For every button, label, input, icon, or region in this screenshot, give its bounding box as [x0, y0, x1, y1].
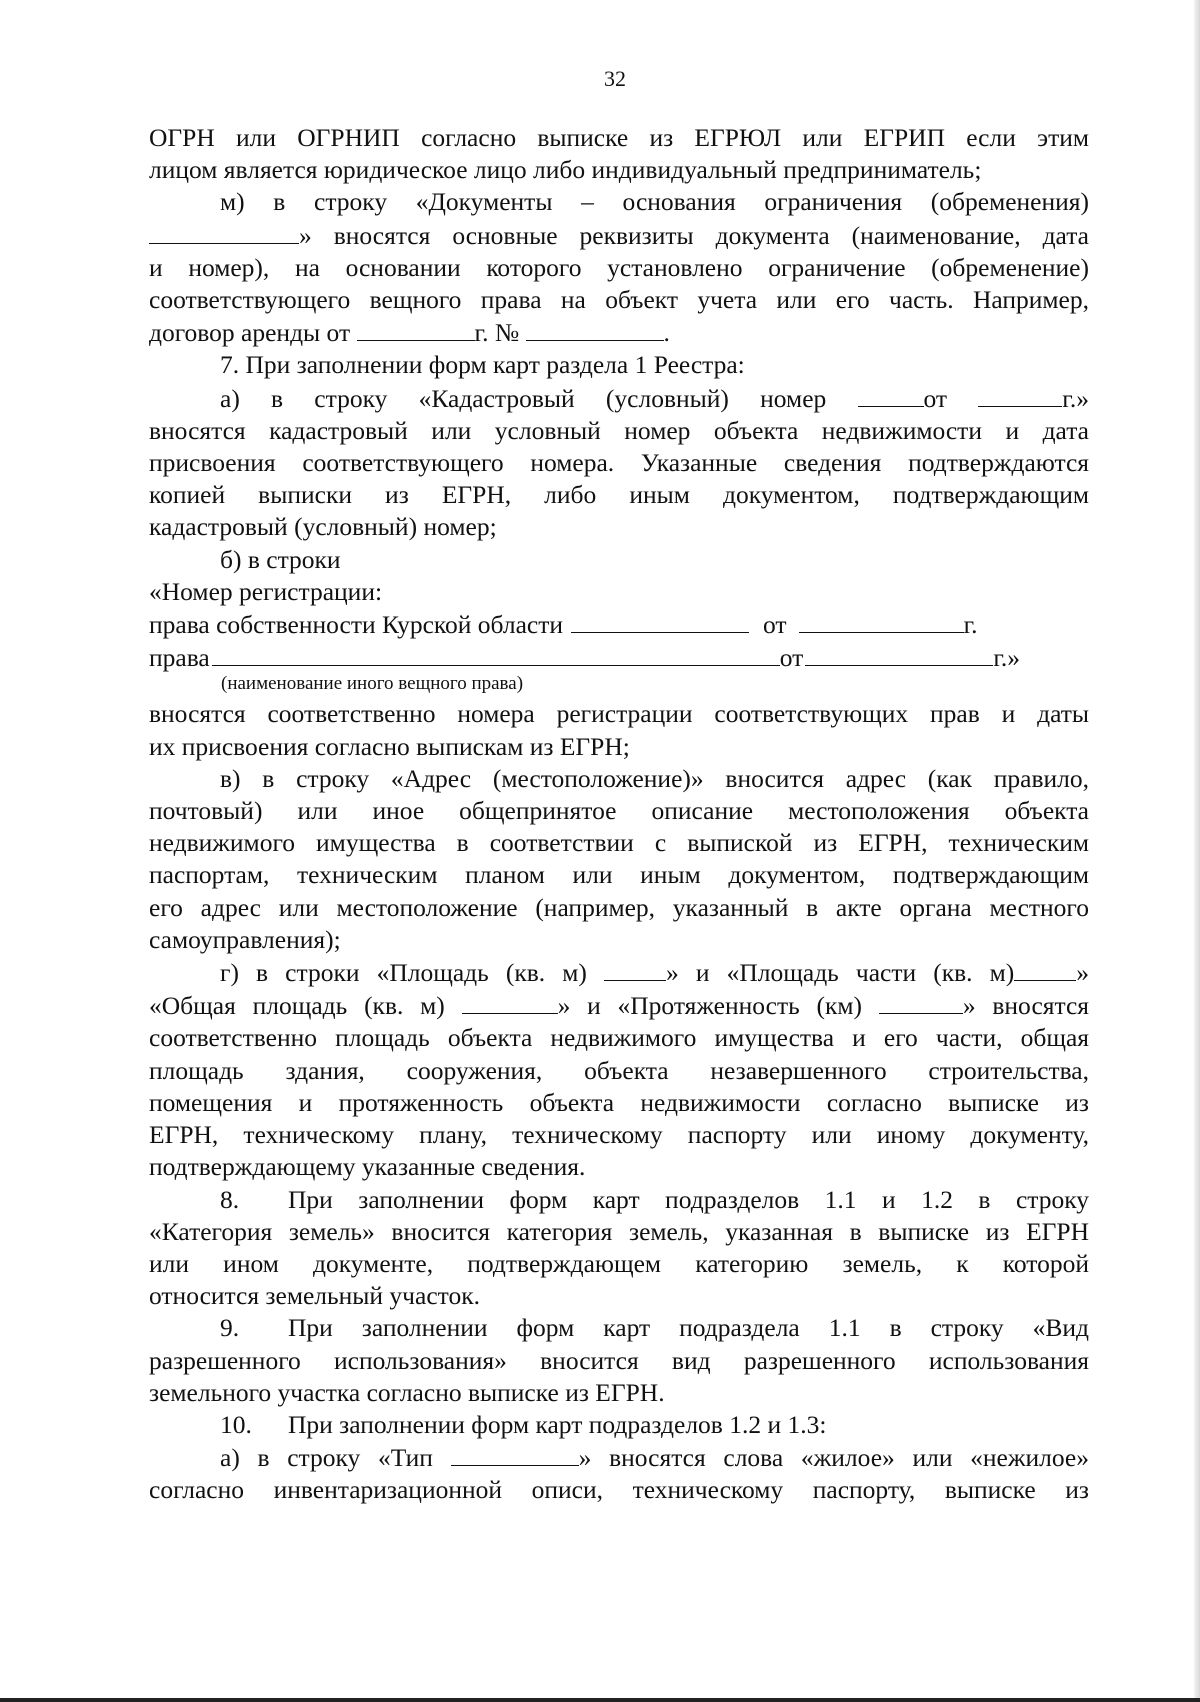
text-fragment: г.»: [1062, 383, 1090, 413]
text-fragment: » вносятся слова «жилое» или «нежилое»: [578, 1443, 1089, 1473]
text-fragment: от: [779, 643, 804, 673]
text-fragment: «Общая площадь (кв. м): [149, 991, 445, 1021]
blank-field: [357, 316, 475, 341]
text-line: «Категория земель» вносится категория земель, указанная в выписке из ЕГРН: [149, 1216, 1089, 1246]
text-fragment: При заполнении форм карт подразделов 1.1 и 1.2 в строку: [288, 1184, 1089, 1214]
text-line: [149, 316, 1089, 349]
text-line: [149, 1312, 1089, 1344]
text-line: вносятся соответственно номера регистрации соответствующих прав и даты: [149, 699, 1089, 729]
text-line: «Номер регистрации:: [149, 576, 383, 606]
text-fragment: .: [663, 318, 670, 348]
text-line: соответственно площадь объекта недвижимого имущества и его части, общая: [149, 1023, 1089, 1053]
text-fragment: а) в строку «Тип: [220, 1443, 433, 1473]
text-fragment: » и «Площадь части (кв. м): [666, 958, 1015, 988]
text-line: [149, 1184, 1089, 1216]
text-fragment: от: [763, 610, 787, 640]
text-line: кадастровый (условный) номер;: [149, 512, 497, 542]
registration-row-other-right: [149, 641, 1089, 674]
text-line: почтовый) или иное общепринятое описание местоположения объекта: [149, 796, 1089, 826]
blank-field: [462, 989, 558, 1014]
blank-field: [604, 956, 666, 981]
paragraph-number: 8.: [220, 1184, 240, 1214]
blank-field: [1014, 956, 1076, 981]
scan-edge-right: [1194, 0, 1200, 1702]
text-line: [149, 989, 1089, 1022]
text-fragment: договор аренды от: [149, 318, 351, 348]
text-fragment: » и «Протяженность (км): [557, 991, 863, 1021]
text-fragment: При заполнении форм карт подразделов 1.2 и 1.3:: [288, 1409, 827, 1439]
text-line: земельного участка согласно выписке из ЕГРН.: [149, 1377, 665, 1407]
text-line: ОГРН или ОГРНИП согласно выписке из ЕГРЮЛ или ЕГРИП если этим: [149, 123, 1089, 152]
text-line: копией выписки из ЕГРН, либо иным документом, подтверждающим: [149, 480, 1089, 510]
text-line: б) в строки: [220, 544, 341, 574]
text-line: [149, 1409, 1089, 1441]
text-line: лицом является юридическое лицо либо индивидуальный предприниматель;: [149, 155, 982, 185]
blank-field: [526, 316, 664, 341]
paragraph-number: 10.: [220, 1409, 252, 1439]
registration-row-ownership: [149, 608, 1089, 641]
text-line: его адрес или местоположение (например, указанный в акте органа местного: [149, 892, 1089, 922]
text-line: и номер), на основании которого установлено ограничение (обременение): [149, 252, 1089, 282]
text-line: разрешенного использования» вносится вид разрешенного использования: [149, 1345, 1089, 1375]
scan-edge-bottom: [0, 1698, 1200, 1702]
text-fragment: от: [923, 383, 948, 413]
text-fragment: г. №: [474, 318, 520, 348]
text-fragment: »: [1076, 958, 1090, 988]
text-fragment: » вносятся: [962, 991, 1089, 1021]
text-line: недвижимого имущества в соответствии с выпиской из ЕГРН, техническим: [149, 828, 1089, 858]
text-fragment: права: [149, 643, 210, 673]
text-line: согласно инвентаризационной описи, техническому паспорту, выписке из: [149, 1475, 1089, 1505]
text-fragment: г.»: [993, 643, 1021, 673]
page-number: 32: [604, 66, 626, 91]
text-line: подтверждающему указанные сведения.: [149, 1152, 586, 1182]
text-fragment: г.: [963, 610, 978, 640]
text-line: самоуправления);: [149, 924, 341, 954]
text-fragment: При заполнении форм карт подраздела 1.1 в строку «Вид: [288, 1313, 1089, 1343]
blank-field: [571, 608, 749, 633]
text-fragment: г) в строки «Площадь (кв. м): [220, 958, 587, 988]
text-line: площадь здания, сооружения, объекта незавершенного строительства,: [149, 1055, 1089, 1085]
text-line: соответствующего вещного права на объект учета или его часть. Например,: [149, 285, 1089, 315]
text-fragment: права собственности Курской области: [149, 610, 564, 640]
blank-field: [149, 219, 299, 244]
text-line: [149, 1441, 1089, 1474]
text-line: [149, 219, 1089, 252]
blank-field: [858, 382, 924, 407]
blank-field: [799, 608, 964, 633]
text-line: присвоения соответствующего номера. Указанные сведения подтверждаются: [149, 448, 1089, 478]
text-fragment: » вносятся основные реквизиты документа (наименование, дата: [299, 220, 1089, 250]
blank-field: [879, 989, 963, 1014]
text-line: их присвоения согласно выпискам из ЕГРН;: [149, 731, 630, 761]
field-caption: (наименование иного вещного права): [221, 673, 524, 695]
text-line: [149, 382, 1089, 415]
text-line: [149, 956, 1089, 989]
text-line: помещения и протяженность объекта недвижимости согласно выписке из: [149, 1087, 1089, 1117]
text-line: вносятся кадастровый или условный номер объекта недвижимости и дата: [149, 415, 1089, 445]
blank-field: [212, 641, 780, 666]
document-body: [149, 122, 1089, 1507]
text-line: 7. При заполнении форм карт раздела 1 Реестра:: [220, 350, 745, 380]
text-fragment: а) в строку «Кадастровый (условный) номер: [220, 383, 827, 413]
text-line: ЕГРН, техническому плану, техническому паспорту или иному документу,: [149, 1120, 1089, 1150]
text-line: м) в строку «Документы – основания ограничения (обременения): [220, 187, 1089, 217]
blank-field: [451, 1441, 579, 1466]
blank-field: [978, 382, 1062, 407]
text-line: относится земельный участок.: [149, 1281, 480, 1311]
text-line: паспортам, техническим планом или иным документом, подтверждающим: [149, 860, 1089, 890]
text-line: или ином документе, подтверждающем категорию земель, к которой: [149, 1248, 1089, 1278]
text-line: в) в строку «Адрес (местоположение)» вносится адрес (как правило,: [220, 763, 1089, 793]
paragraph-number: 9.: [220, 1313, 240, 1343]
blank-field: [805, 641, 993, 666]
